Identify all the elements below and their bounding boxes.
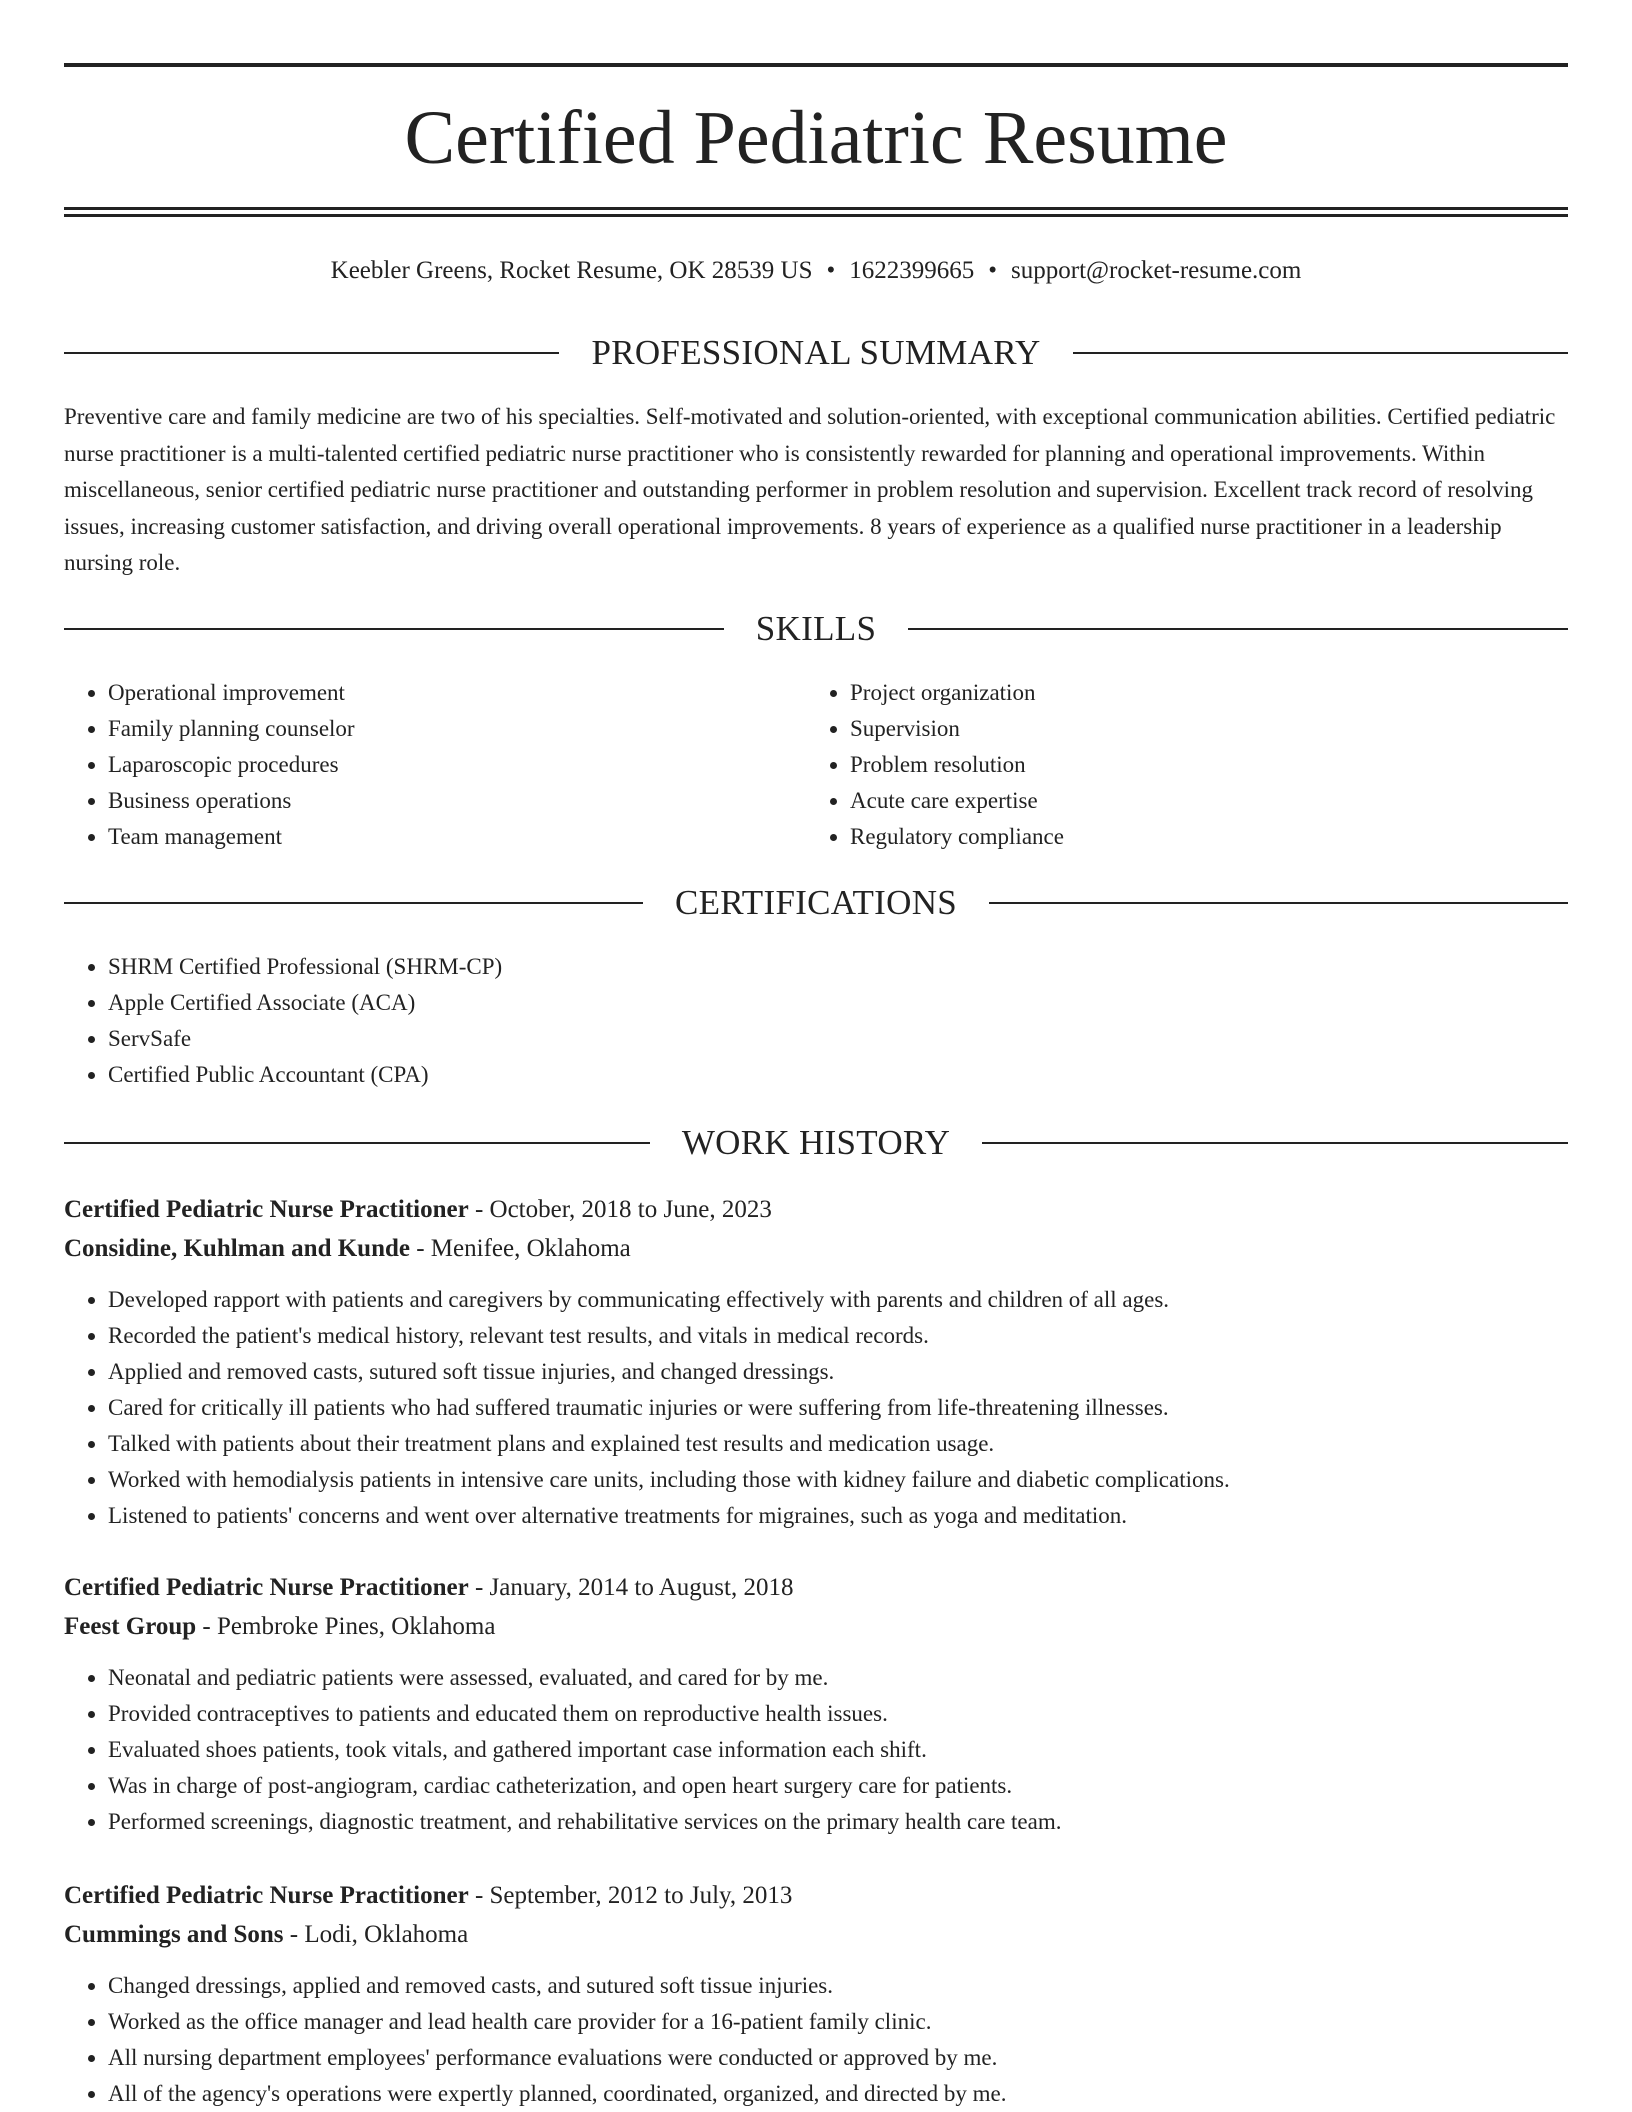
contact-line xyxy=(64,254,1568,288)
skills-heading-label: SKILLS xyxy=(755,609,877,648)
skill-item: • Project organization xyxy=(850,675,1064,711)
summary-text: Preventive care and family medicine are two of his specialties. Self-motivated and solution-oriented, with exceptional communication abilities. Certified pediatric nurse practitioner is a multi-talented certified pediatric nurse practitioner who is consistently rewarded for planning and operational improvements. Within miscellaneous, senior certified pediatric nurse practitioner and outstanding performer in problem resolution and supervision. Excellent track record of resolving issues, increasing customer satisfaction, and driving overall operational improvements. 8 years of experience as a qualified nurse practitioner in a leadership nursing role. xyxy=(64,404,1556,575)
summary-heading-label: PROFESSIONAL SUMMARY xyxy=(591,333,1041,372)
job-bullet: • Cared for critically ill patients who had suffered traumatic injuries or were suffering from life-threatening illnesses. xyxy=(108,1390,1568,1426)
job-title-line xyxy=(64,1190,1568,1229)
heading-rule-left xyxy=(64,902,643,904)
contact-phone: 1622399665 xyxy=(849,257,975,284)
job-bullet: • Provided contraceptives to patients and educated them on reproductive health issues. xyxy=(108,1696,1568,1732)
skill-item: • Regulatory compliance xyxy=(850,819,1064,855)
job-company-line xyxy=(64,1229,1568,1268)
job-location: - Pembroke Pines, Oklahoma xyxy=(196,1613,496,1640)
job-bullets xyxy=(64,1660,1568,1840)
job-entry xyxy=(64,1190,1568,1534)
heading-rule-right xyxy=(1073,352,1568,354)
skills-heading xyxy=(64,606,1568,652)
skill-item: • Laparoscopic procedures xyxy=(108,747,355,783)
job-bullet: • Neonatal and pediatric patients were assessed, evaluated, and cared for by me. xyxy=(108,1660,1568,1696)
job-bullet: • Worked as the office manager and lead health care provider for a 16-patient family clinic. xyxy=(108,2004,1568,2040)
contact-email: support@rocket-resume.com xyxy=(1011,257,1302,284)
skill-item: • Problem resolution xyxy=(850,747,1064,783)
job-title: Certified Pediatric Nurse Practitioner xyxy=(64,1196,469,1223)
skill-item: • Business operations xyxy=(108,783,355,819)
job-bullet: • Applied and removed casts, sutured soft tissue injuries, and changed dressings. xyxy=(108,1354,1568,1390)
job-bullet: • All nursing department employees' performance evaluations were conducted or approved by me. xyxy=(108,2040,1568,2076)
job-entry xyxy=(64,1876,1568,2112)
contact-address: Keebler Greens, Rocket Resume, OK 28539 US xyxy=(330,257,813,284)
job-title-line xyxy=(64,1568,1568,1607)
certification-item: • Apple Certified Associate (ACA) xyxy=(108,985,502,1021)
contact-separator: • xyxy=(826,257,836,284)
heading-rule-right xyxy=(989,902,1568,904)
heading-rule-left xyxy=(64,628,724,630)
skill-item: • Family planning counselor xyxy=(108,711,355,747)
certifications-list xyxy=(64,949,502,1093)
job-dates: - October, 2018 to June, 2023 xyxy=(468,1196,772,1223)
skill-item: • Operational improvement xyxy=(108,675,355,711)
job-bullet: • Performed screenings, diagnostic treatment, and rehabilitative services on the primary health care team. xyxy=(108,1804,1568,1840)
job-bullet: • Developed rapport with patients and caregivers by communicating effectively with parents and children of all ages. xyxy=(108,1282,1568,1318)
contact-separator: • xyxy=(988,257,998,284)
resume-title: Certified Pediatric Resume xyxy=(404,96,1228,180)
job-bullet: • Was in charge of post-angiogram, cardiac catheterization, and open heart surgery care for patients. xyxy=(108,1768,1568,1804)
job-company-line xyxy=(64,1915,1568,1954)
job-title-line xyxy=(64,1876,1568,1915)
job-entry xyxy=(64,1568,1568,1840)
job-dates: - January, 2014 to August, 2018 xyxy=(468,1574,794,1601)
skill-item: • Team management xyxy=(108,819,355,855)
certification-item: • SHRM Certified Professional (SHRM-CP) xyxy=(108,949,502,985)
job-location: - Lodi, Oklahoma xyxy=(283,1921,469,1948)
heading-rule-right xyxy=(908,628,1568,630)
job-bullets xyxy=(64,1282,1568,1534)
job-title: Certified Pediatric Nurse Practitioner xyxy=(64,1574,469,1601)
job-bullet: • All of the agency's operations were expertly planned, coordinated, organized, and directed by me. xyxy=(108,2076,1568,2112)
job-company-line xyxy=(64,1607,1568,1646)
certifications-heading-label: CERTIFICATIONS xyxy=(674,883,958,922)
skill-item: • Acute care expertise xyxy=(850,783,1064,819)
heading-rule-left xyxy=(64,352,559,354)
certification-item: • ServSafe xyxy=(108,1021,502,1057)
job-bullet: • Evaluated shoes patients, took vitals, and gathered important case information each shift. xyxy=(108,1732,1568,1768)
top-rule xyxy=(64,63,1568,67)
job-bullet: • Talked with patients about their treatment plans and explained test results and medication usage. xyxy=(108,1426,1568,1462)
job-bullet: • Recorded the patient's medical history, relevant test results, and vitals in medical records. xyxy=(108,1318,1568,1354)
certifications-heading xyxy=(64,880,1568,926)
job-bullet: • Worked with hemodialysis patients in intensive care units, including those with kidney failure and diabetic complications. xyxy=(108,1462,1568,1498)
summary-heading xyxy=(64,330,1568,376)
heading-rule-left xyxy=(64,1142,650,1144)
job-company: Considine, Kuhlman and Kunde xyxy=(64,1235,410,1262)
skills-list-left xyxy=(64,675,355,855)
job-company: Feest Group xyxy=(64,1613,197,1640)
skill-item: • Supervision xyxy=(850,711,1064,747)
job-title: Certified Pediatric Nurse Practitioner xyxy=(64,1882,469,1909)
job-bullet: • Listened to patients' concerns and went over alternative treatments for migraines, such as yoga and meditation. xyxy=(108,1498,1568,1534)
work-history-heading xyxy=(64,1120,1568,1166)
certification-item: • Certified Public Accountant (CPA) xyxy=(108,1057,502,1093)
job-company: Cummings and Sons xyxy=(64,1921,284,1948)
job-bullet: • Changed dressings, applied and removed casts, and sutured soft tissue injuries. xyxy=(108,1968,1568,2004)
title-double-rule xyxy=(64,207,1568,217)
work-history-heading-label: WORK HISTORY xyxy=(681,1123,951,1162)
job-dates: - September, 2012 to July, 2013 xyxy=(468,1882,793,1909)
skills-list-right xyxy=(806,675,1064,855)
heading-rule-right xyxy=(982,1142,1568,1144)
job-location: - Menifee, Oklahoma xyxy=(409,1235,631,1262)
job-bullets xyxy=(64,1968,1568,2112)
